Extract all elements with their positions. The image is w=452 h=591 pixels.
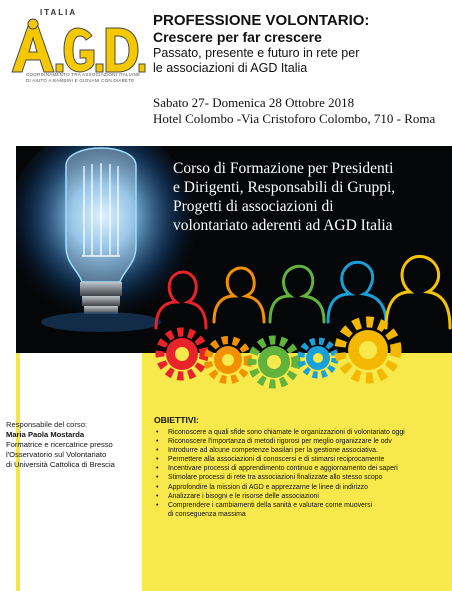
gear-red-icon xyxy=(160,332,204,376)
list-item: • Comprendere i cambiamenti della sanità e valutare come muoversi xyxy=(156,501,373,509)
course-title-line-2: e Dirigenti, Responsabili di Gruppi, xyxy=(173,179,396,196)
logo-country: ITALIA xyxy=(40,8,78,17)
responsible-role-line-2: l'Osservatorio sul Volontariato xyxy=(6,450,107,459)
logo-subtitle: COORDINAMENTO TRA ASSOCIAZIONI ITALIANE DI AIUTO A BAMBINI E GIOVANI CON DIABETE xyxy=(26,72,141,83)
list-item: • Riconoscere a quali sfide sono chiamate le organizzazioni di volontariato oggi xyxy=(156,429,405,436)
bullet-icon: • xyxy=(156,438,159,446)
bullet-icon: • xyxy=(156,483,159,491)
header-description-line-2: le associazioni di AGD Italia xyxy=(153,61,308,75)
list-item: • Incentivare processi di apprendimento continuo e aggiornamento dei saperi xyxy=(156,465,398,473)
list-item: • Riconoscere l'importanza di metodi rigorosi per meglio organizzare le odv xyxy=(156,438,392,446)
bullet-icon: • xyxy=(156,492,159,500)
responsible-name: Maria Paola Mostarda xyxy=(6,430,85,439)
header-description-line-1: Passato, presente e futuro in rete per xyxy=(153,46,360,60)
list-item: • Analizzare i bisogni e le risorse delle associazioni xyxy=(156,492,319,500)
course-title-line-3: Progetti di associazioni di xyxy=(173,198,334,215)
event-date: Sabato 27- Domenica 28 Ottobre 2018 xyxy=(153,95,355,110)
gears-illustration xyxy=(142,250,452,405)
course-title-line-4: volontariato aderenti ad AGD Italia xyxy=(173,217,393,234)
bullet-icon: • xyxy=(156,474,159,482)
page-subtitle: Crescere per far crescere xyxy=(153,29,322,45)
list-item: • Approfondire la mission di AGD e apprezzarne le linee di indirizzo xyxy=(156,483,368,491)
person-outline-orange xyxy=(214,268,264,322)
list-item: • Permettere alla associazioni di conoscersi e di stimarsi reciprocamente xyxy=(156,456,385,464)
responsible-role-line-3: di Università Cattolica di Brescia xyxy=(6,460,115,469)
event-venue: Hotel Colombo -Via Cristoforo Colombo, 710 - Roma xyxy=(153,111,436,126)
person-outline-blue xyxy=(328,262,386,322)
bullet-icon: • xyxy=(156,447,159,455)
person-outline-yellow xyxy=(386,256,450,328)
person-outline-green xyxy=(270,266,324,322)
person-outline-red xyxy=(156,272,206,328)
gear-green-icon xyxy=(252,340,296,384)
bullet-icon: • xyxy=(156,501,159,509)
list-item: • Stimolare processi di rete tra associazioni finalizzate allo stesso scopo xyxy=(156,474,383,482)
objectives-section xyxy=(154,415,450,519)
course-title-line-1: Corso di Formazione per Presidenti xyxy=(173,160,394,177)
agd-logo-mark xyxy=(6,18,146,76)
responsible-label: Responsabile del corso: xyxy=(6,420,88,429)
course-title xyxy=(173,159,445,235)
bullet-icon: • xyxy=(156,429,159,436)
objectives-list xyxy=(154,428,450,519)
bullet-icon: • xyxy=(156,456,159,464)
page-title: PROFESSIONE VOLONTARIO: xyxy=(153,12,370,29)
agd-logo xyxy=(6,8,146,90)
list-item-continuation: di conseguenza massima xyxy=(168,510,246,518)
objectives-title: OBIETTIVI: xyxy=(154,415,199,425)
list-item: • Introdurre ad alcune competenze basilari per la gestione associativa. xyxy=(156,447,378,455)
responsible-role-line-1: Formatrice e ricercatrice presso xyxy=(6,440,113,449)
event-details xyxy=(153,95,445,127)
bullet-icon: • xyxy=(156,465,159,473)
gear-yellow-icon xyxy=(340,322,396,378)
header-title-block xyxy=(153,12,443,76)
gear-orange-icon xyxy=(208,340,248,380)
yellow-left-strip xyxy=(16,353,20,591)
gear-blue-icon xyxy=(301,341,335,375)
course-responsible xyxy=(6,420,146,470)
